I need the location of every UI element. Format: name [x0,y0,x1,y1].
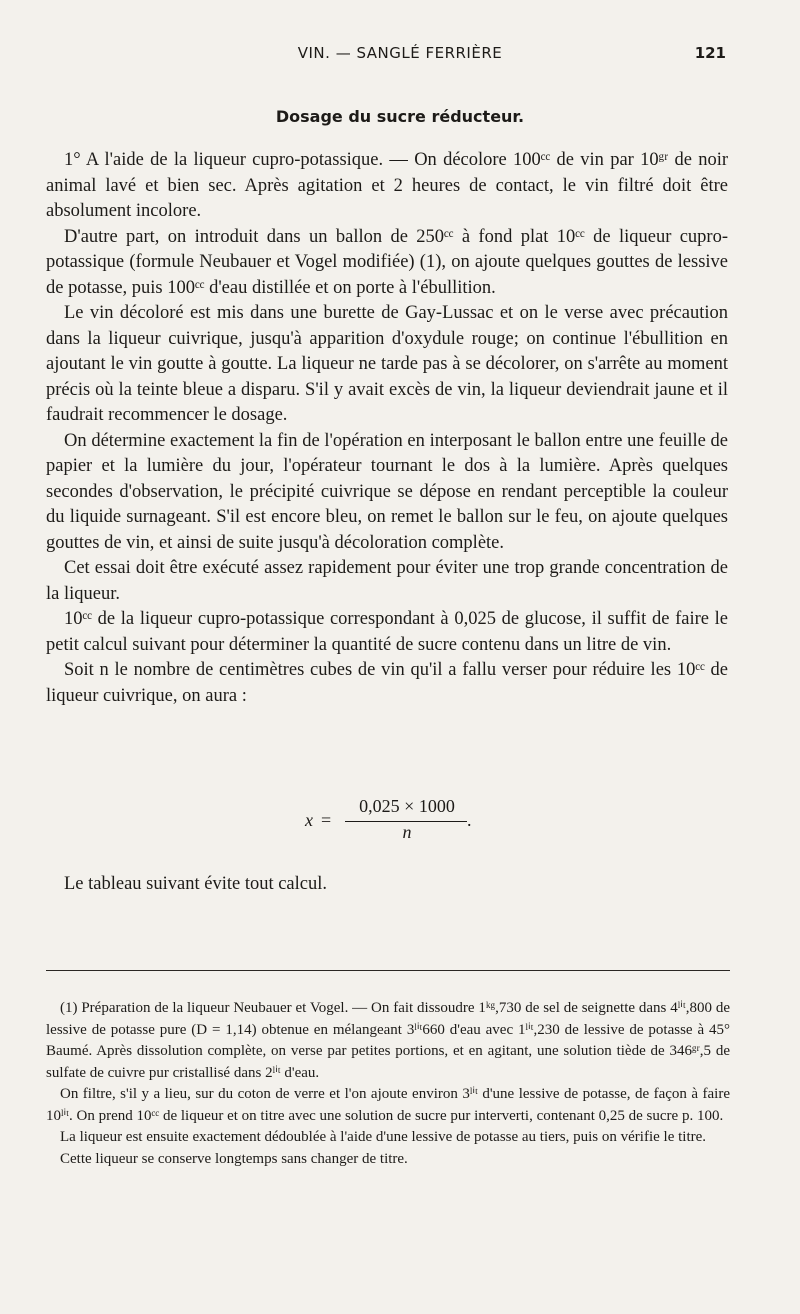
closing-line: Le tableau suivant évite tout calcul. [64,874,328,894]
footnote-storage: Cette liqueur se conserve longtemps sans changer de titre. [60,1150,408,1167]
running-title: VIN. — SANGLÉ FERRIÈRE [297,44,503,62]
footnote-filtering: On filtre, s'il y a lieu, sur du coton de verre et l'on ajoute environ 3ˡⁱᵗ d'une lessive de potasse, de façon à faire 10ˡⁱᵗ. On prend 10ᶜᶜ de liqueur et on titre avec une solution de sucre pur interverti, contenant 0,25 de sucre p. 100. [46,1086,730,1124]
section-title: Dosage du sucre réducteur. [275,107,525,126]
paragraph-calculation: 10ᶜᶜ de la liqueur cupro-potassique correspondant à 0,025 de glucose, il suffit de faire le petit calcul suivant pour déterminer la quantité de sucre contenu dans un litre de vin. [46,609,728,655]
paragraph-speed: Cet essai doit être exécuté assez rapidement pour éviter une trop grande concentration de la liqueur. [46,558,728,604]
footnote-divider [46,970,730,971]
footnote-block [46,998,730,1170]
paragraph-definition-n: Soit n le nombre de centimètres cubes de vin qu'il a fallu verser pour réduire les 10ᶜᶜ de liqueur cuivrique, on aura : [46,660,728,706]
paragraph-flask-prep: D'autre part, on introduit dans un ballon de 250ᶜᶜ à fond plat 10ᶜᶜ de liqueur cupro-potassique (formule Neubauer et Vogel modifiée) (1), on ajoute quelques gouttes de lessive de potasse, puis 100ᶜᶜ d'eau distillée et on porte à l'ébullition. [46,226,728,298]
paragraph-endpoint: On détermine exactement la fin de l'opération en interposant le ballon entre une feuille de papier et la lumière du jour, l'opérateur tournant le dos à la lumière. Après quelques secondes d'observation, le précipité cuivrique se dépose en rendant perceptible la couleur du liquide surnageant. S'il est encore bleu, on remet le ballon sur le feu, on ajoute quelques gouttes de vin, et ainsi de suite jusqu'à décoloration complète. [46,430,728,553]
page-number: 121 [694,44,726,62]
sugar-formula [305,796,485,846]
formula-denominator: n [402,822,412,842]
formula-numerator: 0,025 × 1000 [359,796,455,816]
formula-equals: = [321,810,332,830]
footnote-preparation: (1) Préparation de la liqueur Neubauer et Vogel. — On fait dissoudre 1ᵏᵍ,730 de sel de seignette dans 4ˡⁱᵗ,800 de lessive de potasse pure (D = 1,14) obtenue en mélangeant 3ˡⁱᵗ660 d'eau avec 1ˡⁱᵗ,230 de lessive de potasse à 45° Baumé. Après dissolution complète, on verse par petites portions, et en agitant, une solution tiède de 346ᵍʳ,5 de sulfate de cuivre pur cristallisé dans 2ˡⁱᵗ d'eau. [46,1000,730,1081]
paragraph-titration: Le vin décoloré est mis dans une burette de Gay-Lussac et on le verse avec précaution dans la liqueur cuivrique, jusqu'à apparition d'oxydule rouge; on continue l'ébullition en ajoutant le vin goutte à goutte. La liqueur ne tarde pas à se décolorer, on s'arrête au moment précis où la teinte bleue a disparu. S'il y avait excès de vin, la liqueur deviendrait jaune et il faudrait recommencer le dosage. [46,303,728,425]
main-text [46,148,728,709]
footnote-dilution: La liqueur est ensuite exactement dédoublée à l'aide d'une lessive de potasse au tiers, puis on vérifie le titre. [60,1129,707,1145]
paragraph-method-intro: 1° A l'aide de la liqueur cupro-potassique. — On décolore 100ᶜᶜ de vin par 10ᵍʳ de noir animal lavé et bien sec. Après agitation et 2 heures de contact, le vin filtré doit être absolument incolore. [46,150,728,221]
formula-lhs: x [305,810,313,830]
page-header [0,44,800,68]
formula-end: . [467,810,472,830]
